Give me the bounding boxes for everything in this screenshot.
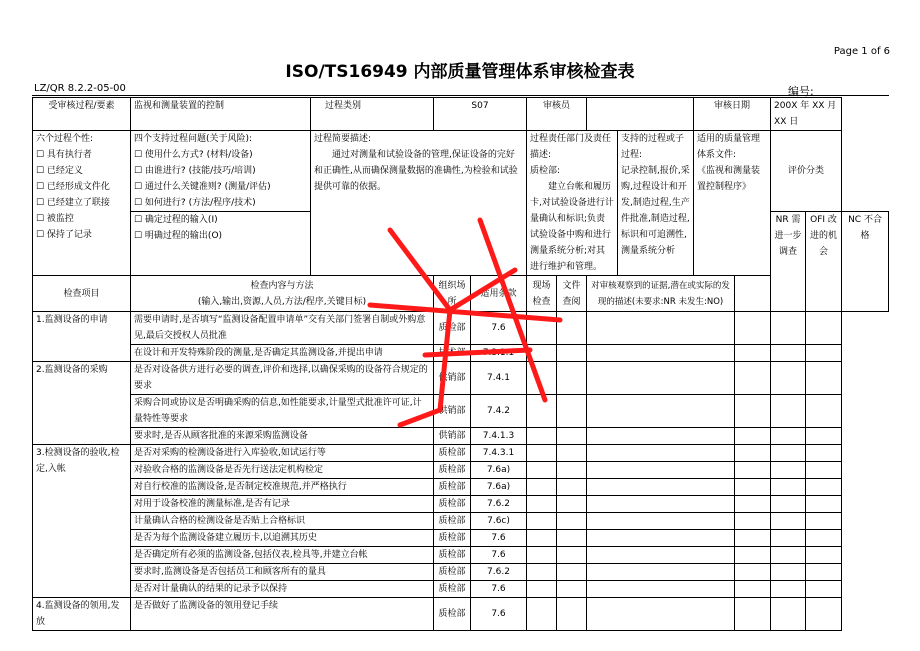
check-item: 3.检测设备的验收,检定,入帐: [33, 445, 131, 598]
onsite-cell[interactable]: [527, 312, 557, 345]
check-content: 对用于设备校准的测量标准,是否有记录: [131, 496, 434, 513]
col-clause: 适用条款: [471, 276, 527, 312]
nr-header: NR 需进一步调查: [771, 212, 806, 312]
ofi-cell[interactable]: [771, 395, 806, 428]
check-clause: 7.6: [471, 312, 527, 345]
ofi-cell[interactable]: [771, 345, 806, 362]
check-dept: 质检部: [434, 547, 471, 564]
table-row: [33, 598, 889, 631]
nr-cell[interactable]: [735, 496, 771, 513]
nc-cell[interactable]: [806, 395, 842, 428]
evidence-cell[interactable]: [587, 496, 735, 513]
evidence-cell[interactable]: [587, 445, 735, 462]
ofi-cell[interactable]: [771, 581, 806, 598]
check-clause: 7.3.1.1: [471, 345, 527, 362]
table-row: [33, 462, 889, 479]
check-item: 2.监测设备的采购: [33, 362, 131, 445]
nr-cell[interactable]: [735, 428, 771, 445]
evidence-cell[interactable]: [587, 428, 735, 445]
nc-cell[interactable]: [806, 428, 842, 445]
ofi-cell[interactable]: [771, 496, 806, 513]
audit-checklist-table: [32, 97, 889, 631]
table-row: [33, 513, 889, 530]
check-content: 对验收合格的监测设备是否先行送法定机构检定: [131, 462, 434, 479]
check-content: 是否对采购的检测设备进行入库验收,如试运行等: [131, 445, 434, 462]
check-dept: 质检部: [434, 513, 471, 530]
title-rule: [32, 95, 889, 96]
check-clause: 7.6.2: [471, 564, 527, 581]
nr-cell[interactable]: [735, 345, 771, 362]
onsite-cell[interactable]: [527, 362, 557, 395]
onsite-cell[interactable]: [527, 479, 557, 496]
ofi-cell[interactable]: [771, 598, 806, 631]
file-cell[interactable]: [557, 496, 587, 513]
nr-cell[interactable]: [735, 564, 771, 581]
table-row: [33, 496, 889, 513]
nr-cell[interactable]: [735, 513, 771, 530]
nr-cell[interactable]: [735, 362, 771, 395]
evidence-cell[interactable]: [587, 564, 735, 581]
nr-cell[interactable]: [735, 479, 771, 496]
check-dept: 技术部: [434, 345, 471, 362]
ofi-cell[interactable]: [771, 312, 806, 345]
nc-cell[interactable]: [806, 581, 842, 598]
check-content: 在设计和开发特殊阶段的测量,是否确定其监测设备,并提出申请: [131, 345, 434, 362]
nr-cell[interactable]: [735, 462, 771, 479]
file-cell[interactable]: [557, 530, 587, 547]
applicable-documents: 适用的质量管理体系文件: 《监视和测量装置控制程序》: [694, 131, 771, 276]
evidence-cell[interactable]: [587, 395, 735, 428]
onsite-cell[interactable]: [527, 564, 557, 581]
check-clause: 7.6: [471, 547, 527, 564]
check-content: 要求时,监测设备是否包括员工和顾客所有的量具: [131, 564, 434, 581]
table-row: [33, 362, 889, 395]
check-clause: 7.6a): [471, 462, 527, 479]
nc-header: NC 不合格: [842, 212, 889, 312]
table-row: [33, 395, 889, 428]
check-content: 要求时,是否从顾客批准的来源采购监测设备: [131, 428, 434, 445]
nr-cell[interactable]: [735, 312, 771, 345]
ofi-cell[interactable]: [771, 547, 806, 564]
col-dept: 组织场所: [434, 276, 471, 312]
check-item: 1.监测设备的申请: [33, 312, 131, 362]
audit-date-value: 200X 年 XX 月 XX 日: [771, 98, 842, 131]
table-row: [33, 479, 889, 496]
table-row: [33, 530, 889, 547]
evidence-cell[interactable]: [587, 581, 735, 598]
table-row: [33, 564, 889, 581]
nc-cell[interactable]: [806, 445, 842, 462]
check-dept: 质检部: [434, 462, 471, 479]
onsite-cell[interactable]: [527, 513, 557, 530]
nc-cell[interactable]: [806, 513, 842, 530]
check-content: 采购合同或协议是否明确采购的信息,如性能要求,计量型式批准许可证,计量特性等要求: [131, 395, 434, 428]
process-value: 监视和测量装置的控制: [131, 98, 311, 131]
onsite-cell[interactable]: [527, 598, 557, 631]
check-dept: 供销部: [434, 395, 471, 428]
check-content: 计量确认合格的检测设备是否贴上合格标识: [131, 513, 434, 530]
nr-cell[interactable]: [735, 530, 771, 547]
check-dept: 质检部: [434, 445, 471, 462]
nc-cell[interactable]: [806, 547, 842, 564]
col-file: 文件查阅: [557, 276, 587, 312]
check-clause: 7.6.2: [471, 496, 527, 513]
check-dept: 质检部: [434, 581, 471, 598]
nr-cell[interactable]: [735, 445, 771, 462]
nc-cell[interactable]: [806, 479, 842, 496]
document-number-label: 编号:: [788, 85, 814, 98]
check-content: 需要申请时,是否填写“监测设备配置申请单”交有关部门签署自制或外购意见,最后交授权人员批准: [131, 312, 434, 345]
ofi-cell[interactable]: [771, 479, 806, 496]
evidence-cell[interactable]: [587, 513, 735, 530]
process-label: 受审核过程/要素: [33, 98, 131, 131]
support-processes: 支持的过程或子过程: 记录控制,报价,采购,过程设计和开发,制造过程,生产件批准,制造过程,标识和可追溯性,测量系统分析: [618, 131, 694, 276]
nc-cell[interactable]: [806, 462, 842, 479]
ofi-cell[interactable]: [771, 564, 806, 581]
onsite-cell[interactable]: [527, 395, 557, 428]
col-content: 检查内容与方法 (输入,输出,资源,人员,方法/程序,关键目标): [131, 276, 434, 312]
file-cell[interactable]: [557, 479, 587, 496]
evidence-cell[interactable]: [587, 462, 735, 479]
document-title: ISO/TS16949 内部质量管理体系审核检查表: [285, 62, 635, 82]
ofi-cell[interactable]: [771, 462, 806, 479]
check-content: 是否对计量确认的结果的记录予以保持: [131, 581, 434, 598]
check-dept: 质检部: [434, 496, 471, 513]
file-cell[interactable]: [557, 513, 587, 530]
check-dept: 质检部: [434, 479, 471, 496]
nr-cell[interactable]: [735, 581, 771, 598]
check-clause: 7.6a): [471, 479, 527, 496]
file-cell[interactable]: [557, 395, 587, 428]
check-dept: 质检部: [434, 530, 471, 547]
nr-cell[interactable]: [735, 395, 771, 428]
check-item: 4.监测设备的领用,发放: [33, 598, 131, 631]
check-content: 是否对设备供方进行必要的调查,评价和选择,以确保采购的设备符合规定的要求: [131, 362, 434, 395]
table-row: [33, 445, 889, 462]
nc-cell[interactable]: [806, 312, 842, 345]
nc-cell[interactable]: [806, 496, 842, 513]
check-content: 是否做好了监测设备的领用登记手续: [131, 598, 434, 631]
file-cell[interactable]: [557, 428, 587, 445]
onsite-cell[interactable]: [527, 547, 557, 564]
check-content: 对自行校准的监测设备,是否制定校准规范,并严格执行: [131, 479, 434, 496]
nc-cell[interactable]: [806, 530, 842, 547]
onsite-cell[interactable]: [527, 530, 557, 547]
auditor-value: [587, 98, 694, 131]
file-cell[interactable]: [557, 547, 587, 564]
check-dept: 质检部: [434, 564, 471, 581]
ofi-cell[interactable]: [771, 513, 806, 530]
table-row: [33, 581, 889, 598]
file-cell[interactable]: [557, 345, 587, 362]
col-evidence: 对审核观察到的证据,潜在或实际的发现的描述(未要求:NR 未发生:NO): [587, 276, 735, 312]
auditor-label: 审核员: [527, 98, 587, 131]
nc-cell[interactable]: [806, 362, 842, 395]
table-row: [33, 312, 889, 345]
check-content: 是否确定所有必须的监测设备,包括仪表,检具等,并建立台帐: [131, 547, 434, 564]
evidence-cell[interactable]: [587, 345, 735, 362]
check-dept: 质检部: [434, 312, 471, 345]
check-clause: 7.6: [471, 581, 527, 598]
type-value: S07: [434, 98, 527, 131]
check-clause: 7.4.2: [471, 395, 527, 428]
evidence-cell[interactable]: [587, 312, 735, 345]
audit-date-label: 审核日期: [694, 98, 771, 131]
check-clause: 7.4.1.3: [471, 428, 527, 445]
onsite-cell[interactable]: [527, 462, 557, 479]
nr-cell[interactable]: [735, 598, 771, 631]
check-content: 是否为每个监测设备建立履历卡,以追溯其历史: [131, 530, 434, 547]
file-cell[interactable]: [557, 445, 587, 462]
file-cell[interactable]: [557, 462, 587, 479]
check-dept: 供销部: [434, 428, 471, 445]
file-cell[interactable]: [557, 598, 587, 631]
four-support-questions: 四个支持过程问题(关于风险): ☐ 使用什么方式? (材料/设备) ☐ 由谁进行? (技能/技巧/培训) ☐ 通过什么关键准则? (测量/评估) ☐ 如何进行? (方法/程序/技术): [131, 131, 311, 212]
table-row: [33, 428, 889, 445]
nr-cell[interactable]: [735, 547, 771, 564]
onsite-cell[interactable]: [527, 445, 557, 462]
evaluation-category: 评价分类: [771, 131, 842, 212]
file-cell[interactable]: [557, 312, 587, 345]
col-item: 检查项目: [33, 276, 131, 312]
evidence-cell[interactable]: [587, 598, 735, 631]
responsibility-description: 过程责任部门及责任描述: 质检部: 建立台帐和履历卡,对试验设备进行计量确认和标识;负责试验设备中购和进行测量系统分析;对其进行维护和管理。: [527, 131, 618, 276]
check-clause: 7.6: [471, 598, 527, 631]
table-row: [33, 547, 889, 564]
process-description: 过程简要描述: 通过对测量和试验设备的管理,保证设备的完好和正确性,从而确保测量数据的准确性,为检验和试验提供可靠的依据。: [311, 131, 527, 276]
file-cell[interactable]: [557, 564, 587, 581]
evidence-cell[interactable]: [587, 530, 735, 547]
onsite-cell[interactable]: [527, 581, 557, 598]
check-clause: 7.6c): [471, 513, 527, 530]
process-io: ☐ 确定过程的输入(I) ☐ 明确过程的输出(O): [131, 212, 311, 276]
check-clause: 7.4.3.1: [471, 445, 527, 462]
evidence-cell[interactable]: [587, 479, 735, 496]
ofi-cell[interactable]: [771, 530, 806, 547]
onsite-cell[interactable]: [527, 345, 557, 362]
nc-cell[interactable]: [806, 345, 842, 362]
check-clause: 7.6: [471, 530, 527, 547]
ofi-cell[interactable]: [771, 445, 806, 462]
check-dept: 供销部: [434, 362, 471, 395]
col-onsite: 现场检查: [527, 276, 557, 312]
onsite-cell[interactable]: [527, 496, 557, 513]
ofi-cell[interactable]: [771, 362, 806, 395]
ofi-cell[interactable]: [771, 428, 806, 445]
type-label: 过程类别: [311, 98, 434, 131]
check-clause: 7.4.1: [471, 362, 527, 395]
nc-cell[interactable]: [806, 598, 842, 631]
evidence-cell[interactable]: [587, 547, 735, 564]
file-cell[interactable]: [557, 581, 587, 598]
evidence-cell[interactable]: [587, 362, 735, 395]
document-code: LZ/QR 8.2.2-05-00: [34, 83, 126, 94]
page-number: Page 1 of 6: [833, 46, 890, 57]
onsite-cell[interactable]: [527, 428, 557, 445]
nc-cell[interactable]: [806, 564, 842, 581]
file-cell[interactable]: [557, 362, 587, 395]
table-row: [33, 345, 889, 362]
check-dept: 质检部: [434, 598, 471, 631]
six-characteristics: 六个过程个性: ☐ 具有执行者 ☐ 已经定义 ☐ 已经形成文件化 ☐ 已经建立了联接 ☐ 被监控 ☐ 保持了记录: [33, 131, 131, 276]
ofi-header: OFI 改进的机会: [806, 212, 842, 312]
